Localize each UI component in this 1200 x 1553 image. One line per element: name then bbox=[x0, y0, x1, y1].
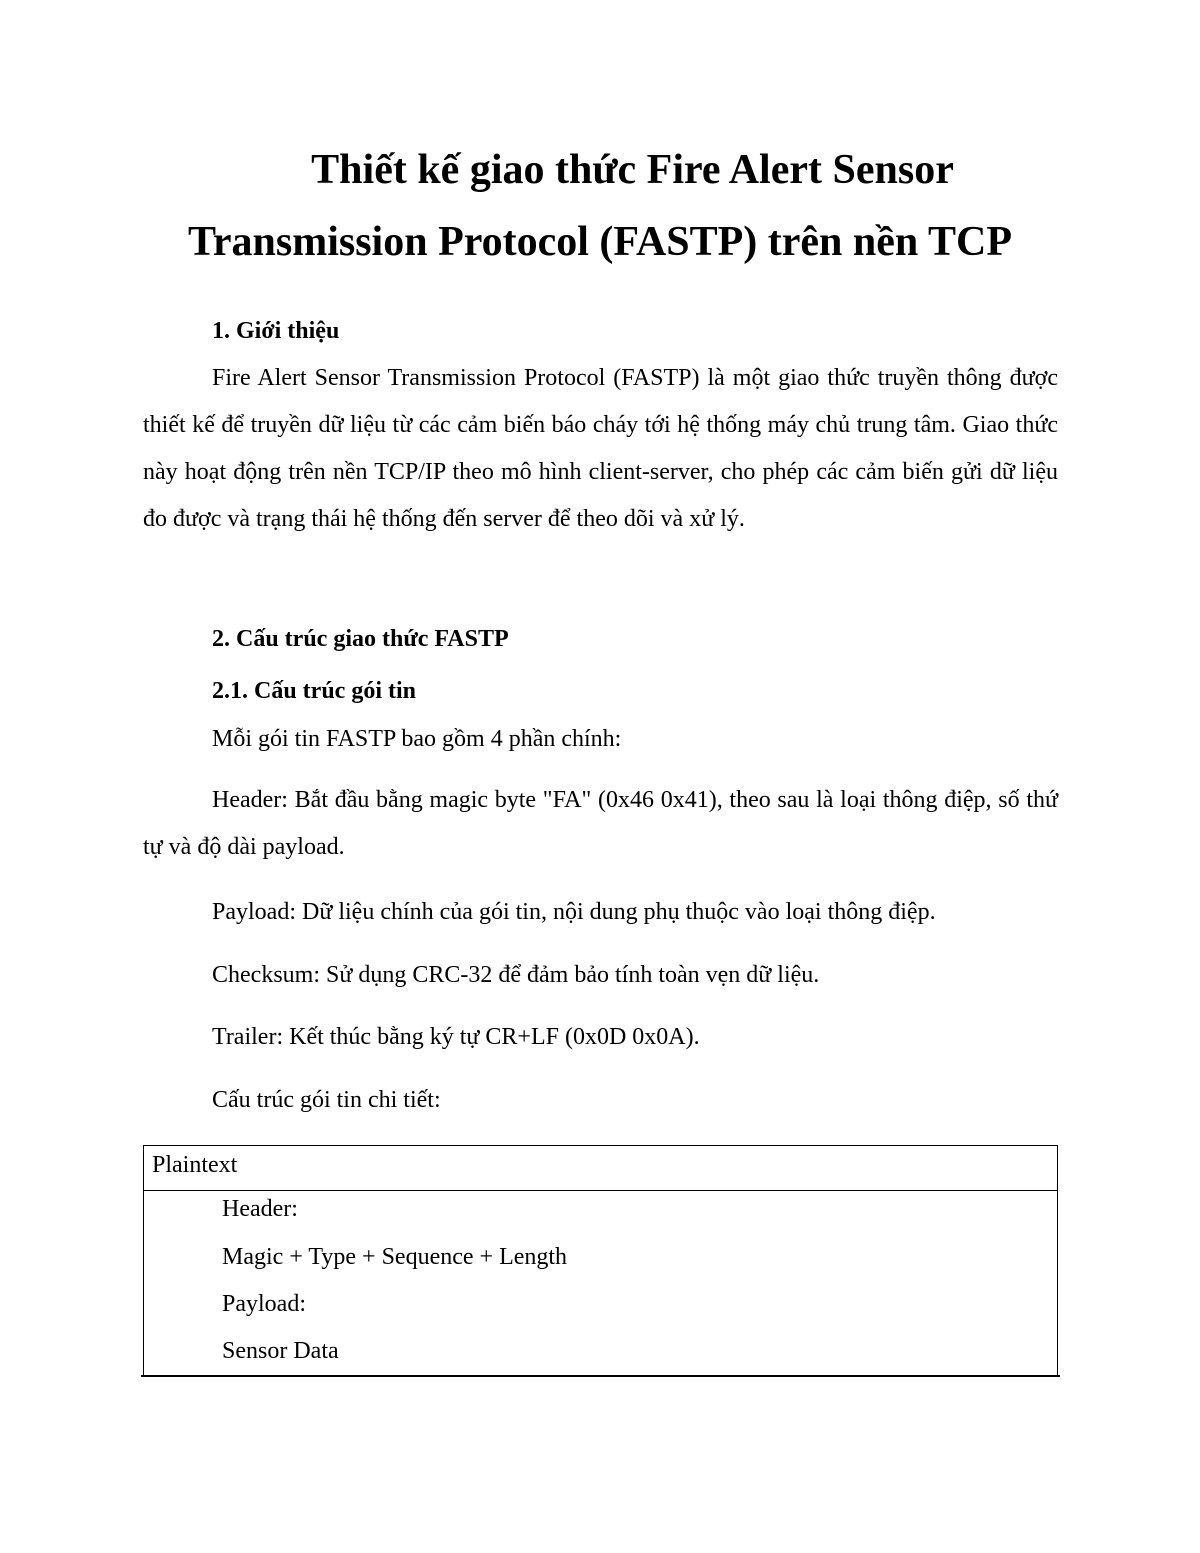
document-title-line-1: Thiết kế giao thức Fire Alert Sensor bbox=[311, 147, 954, 193]
section-1-paragraph: Fire Alert Sensor Transmission Protocol (FASTP) là một giao thức truyền thông được thiết kế để truyền dữ liệu từ các cảm biến báo cháy tới hệ thống máy chủ trung tâm. Giao thức này hoạt động trên nền TCP/IP theo mô hình client-server, cho phép các cảm biến gửi dữ liệu đo được và trạng thái hệ thống đến server để theo dõi và xử lý. bbox=[143, 365, 1058, 532]
code-line: Sensor Data bbox=[222, 1338, 339, 1364]
section-2-heading: 2. Cấu trúc giao thức FASTP bbox=[212, 626, 509, 652]
code-block-bottom-border bbox=[141, 1375, 1060, 1377]
code-block-header: Plaintext bbox=[144, 1146, 1057, 1191]
packet-parts-intro: Mỗi gói tin FASTP bao gồm 4 phần chính: bbox=[212, 726, 622, 752]
code-line: Magic + Type + Sequence + Length bbox=[222, 1244, 568, 1270]
code-line: Header: bbox=[222, 1196, 298, 1222]
packet-detail-label: Cấu trúc gói tin chi tiết: bbox=[212, 1087, 441, 1113]
code-line: Payload: bbox=[222, 1291, 306, 1317]
document-title-line-2: Transmission Protocol (FASTP) trên nền TCP bbox=[187, 219, 1013, 265]
plaintext-code-block bbox=[143, 1145, 1058, 1377]
checksum-description: Checksum: Sử dụng CRC-32 để đảm bảo tính toàn vẹn dữ liệu. bbox=[212, 962, 820, 988]
section-1-heading: 1. Giới thiệu bbox=[212, 318, 340, 344]
payload-description: Payload: Dữ liệu chính của gói tin, nội dung phụ thuộc vào loại thông điệp. bbox=[212, 899, 936, 925]
trailer-description: Trailer: Kết thúc bằng ký tự CR+LF (0x0D 0x0A). bbox=[212, 1024, 700, 1050]
section-2-1-heading: 2.1. Cấu trúc gói tin bbox=[212, 678, 416, 704]
header-description: Header: Bắt đầu bằng magic byte "FA" (0x46 0x41), theo sau là loại thông điệp, số thứ tự và độ dài payload. bbox=[143, 787, 1058, 860]
